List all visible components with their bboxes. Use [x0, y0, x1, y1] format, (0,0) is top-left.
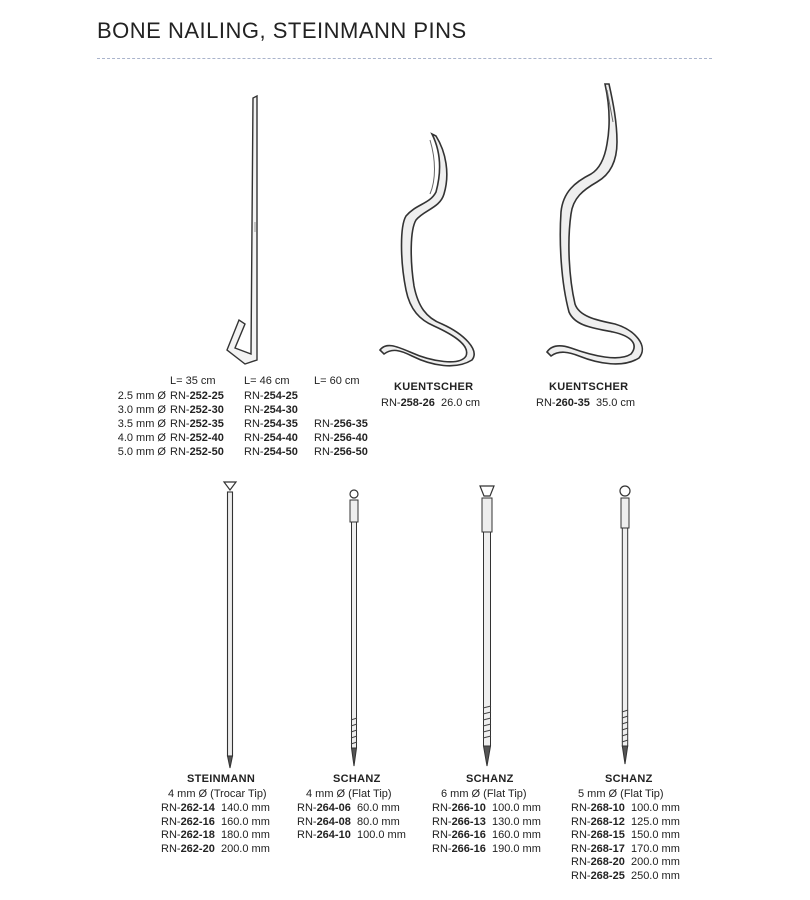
- catalog-code-cell: [170, 389, 224, 403]
- code-number: 252-35: [189, 418, 224, 430]
- schanz-6mm-subtitle: 6 mm Ø (Flat Tip): [441, 788, 527, 800]
- size-value: 180.0 mm: [220, 829, 270, 842]
- catalog-item-row: [161, 802, 270, 816]
- catalog-code-cell: [244, 417, 298, 431]
- catalog-item-row: [432, 816, 541, 830]
- code-prefix: RN-: [170, 446, 190, 458]
- schanz-5mm-subtitle: 5 mm Ø (Flat Tip): [578, 788, 664, 800]
- title-divider: [97, 58, 712, 59]
- code-prefix: RN-: [571, 856, 591, 869]
- code-prefix: RN-: [432, 829, 452, 842]
- code-number: 254-40: [263, 432, 298, 444]
- size-value: 160.0 mm: [220, 815, 270, 828]
- steinmann-trocar-pin-illustration: [218, 478, 242, 770]
- code-number: 252-40: [189, 432, 224, 444]
- code-number: 254-30: [263, 404, 298, 416]
- code-prefix: RN-: [297, 815, 317, 828]
- size-value: 60.0 mm: [356, 802, 400, 814]
- code-number: 266-16: [451, 842, 486, 855]
- size-value: 130.0 mm: [491, 815, 541, 828]
- code-number: 254-50: [263, 446, 298, 458]
- steinmann-subtitle: 4 mm Ø (Trocar Tip): [168, 788, 267, 800]
- kuentscher-hook-35cm-illustration: [535, 82, 665, 372]
- catalog-code-cell: [170, 417, 224, 431]
- code-number: 268-20: [590, 856, 625, 869]
- catalog-item-row: [571, 802, 680, 816]
- code-prefix: RN-: [314, 432, 334, 444]
- kuentscher-hook-26cm-illustration: [370, 130, 490, 370]
- code-prefix: RN-: [432, 802, 452, 814]
- steinmann-pin-illustration: [215, 92, 275, 372]
- diameter-label: 3.0 mm Ø: [117, 404, 166, 416]
- code-prefix: RN-: [244, 446, 264, 458]
- code-number: 264-08: [316, 815, 351, 828]
- catalog-item-row: [571, 870, 680, 884]
- size-value: 80.0 mm: [356, 815, 400, 828]
- catalog-item-row: [571, 829, 680, 843]
- schanz-4mm-spec-list: [297, 802, 406, 843]
- diameter-label: 2.5 mm Ø: [117, 390, 166, 402]
- catalog-code-cell: [170, 431, 224, 445]
- code-prefix: RN-: [170, 418, 190, 430]
- steinmann-spec-list: [161, 802, 270, 856]
- code-number: 268-15: [590, 829, 625, 842]
- kuentscher-caption-2: KUENTSCHER: [549, 381, 629, 393]
- catalog-item-row: [432, 843, 541, 857]
- catalog-item-row: [432, 802, 541, 816]
- code-prefix: RN-: [297, 802, 317, 814]
- kuentscher-caption-1: KUENTSCHER: [394, 381, 474, 393]
- size-value: 200.0 mm: [630, 856, 680, 869]
- catalog-item-row: [432, 829, 541, 843]
- code-prefix: RN-: [244, 432, 264, 444]
- size-value: 160.0 mm: [491, 829, 541, 842]
- schanz-6mm-spec-list: [432, 802, 541, 856]
- code-number: 256-50: [333, 446, 368, 458]
- code-number: 256-40: [333, 432, 368, 444]
- code-prefix: RN-: [571, 869, 591, 882]
- schanz-6mm-pin-illustration: [476, 482, 498, 770]
- catalog-item-row: [571, 856, 680, 870]
- diameter-label: 4.0 mm Ø: [117, 432, 166, 444]
- code-number: 264-06: [316, 802, 351, 814]
- size-value: 170.0 mm: [630, 842, 680, 855]
- catalog-code-cell: [244, 431, 298, 445]
- catalog-item-row: [161, 829, 270, 843]
- catalog-item-row: [297, 816, 406, 830]
- code-prefix: RN-: [571, 802, 591, 814]
- kuentscher-spec-2: RN-260-35 35.0 cm: [536, 397, 636, 409]
- code-number: 254-35: [263, 418, 298, 430]
- code-prefix: RN-: [314, 446, 334, 458]
- code-number: 252-30: [189, 404, 224, 416]
- code-number: 254-25: [263, 390, 298, 402]
- code-number: 262-14: [180, 802, 215, 814]
- size-value: 125.0 mm: [630, 815, 680, 828]
- code-prefix: RN-: [314, 418, 334, 430]
- code-number: 262-18: [180, 829, 215, 842]
- catalog-code-cell: [170, 445, 224, 459]
- code-number: 252-50: [189, 446, 224, 458]
- schanz-6mm-caption: SCHANZ: [466, 773, 514, 785]
- code-number: 262-20: [180, 842, 215, 855]
- code-prefix: RN-: [432, 815, 452, 828]
- schanz-5mm-spec-list: [571, 802, 680, 884]
- diameter-label: 5.0 mm Ø: [117, 446, 166, 458]
- code-prefix: RN-: [432, 842, 452, 855]
- catalog-code-cell: [314, 445, 368, 459]
- code-prefix: RN-: [297, 829, 317, 842]
- code-prefix: RN-: [244, 390, 264, 402]
- code-prefix: RN-: [571, 815, 591, 828]
- code-prefix: RN-: [161, 842, 181, 855]
- steinmann-caption: STEINMANN: [187, 773, 256, 785]
- code-number: 268-10: [590, 802, 625, 814]
- size-value: 200.0 mm: [220, 842, 270, 855]
- code-prefix: RN-: [244, 418, 264, 430]
- code-prefix: RN-: [571, 829, 591, 842]
- code-number: 268-25: [590, 869, 625, 882]
- schanz-4mm-subtitle: 4 mm Ø (Flat Tip): [306, 788, 392, 800]
- page-title: BONE NAILING, STEINMANN PINS: [97, 18, 467, 43]
- code-number: 268-17: [590, 842, 625, 855]
- length-header-60: L= 60 cm: [314, 375, 360, 387]
- code-prefix: RN-: [161, 829, 181, 842]
- code-prefix: RN-: [161, 802, 181, 814]
- schanz-5mm-pin-illustration: [615, 484, 635, 770]
- code-number: 266-10: [451, 802, 486, 814]
- diameter-label: 3.5 mm Ø: [117, 418, 166, 430]
- catalog-code-cell: [170, 403, 224, 417]
- catalog-code-cell: [244, 403, 298, 417]
- code-number: 262-16: [180, 815, 215, 828]
- code-number: 256-35: [333, 418, 368, 430]
- code-number: 266-13: [451, 815, 486, 828]
- catalog-item-row: [161, 816, 270, 830]
- code-number: 268-12: [590, 815, 625, 828]
- length-header-46: L= 46 cm: [244, 375, 290, 387]
- code-number: 266-16: [451, 829, 486, 842]
- catalog-code-cell: [314, 431, 368, 445]
- size-value: 100.0 mm: [491, 802, 541, 814]
- size-value: 250.0 mm: [630, 869, 680, 882]
- length-header-35: L= 35 cm: [170, 375, 216, 387]
- schanz-4mm-caption: SCHANZ: [333, 773, 381, 785]
- kuentscher-spec-1: RN-258-26 26.0 cm: [381, 397, 481, 409]
- code-prefix: RN-: [161, 815, 181, 828]
- code-prefix: RN-: [571, 842, 591, 855]
- catalog-item-row: [297, 829, 406, 843]
- catalog-item-row: [161, 843, 270, 857]
- code-prefix: RN-: [244, 404, 264, 416]
- size-value: 100.0 mm: [630, 802, 680, 814]
- catalog-code-cell: [314, 417, 368, 431]
- catalog-item-row: [571, 816, 680, 830]
- schanz-4mm-pin-illustration: [344, 488, 364, 770]
- schanz-5mm-caption: SCHANZ: [605, 773, 653, 785]
- size-value: 150.0 mm: [630, 829, 680, 842]
- catalog-code-cell: [244, 445, 298, 459]
- size-value: 140.0 mm: [220, 802, 270, 814]
- code-number: 252-25: [189, 390, 224, 402]
- size-value: 100.0 mm: [356, 829, 406, 842]
- catalog-code-cell: [244, 389, 298, 403]
- catalog-item-row: [571, 843, 680, 857]
- size-value: 190.0 mm: [491, 842, 541, 855]
- code-prefix: RN-: [170, 404, 190, 416]
- catalog-item-row: [297, 802, 406, 816]
- code-prefix: RN-: [170, 432, 190, 444]
- code-prefix: RN-: [170, 390, 190, 402]
- code-number: 264-10: [316, 829, 351, 842]
